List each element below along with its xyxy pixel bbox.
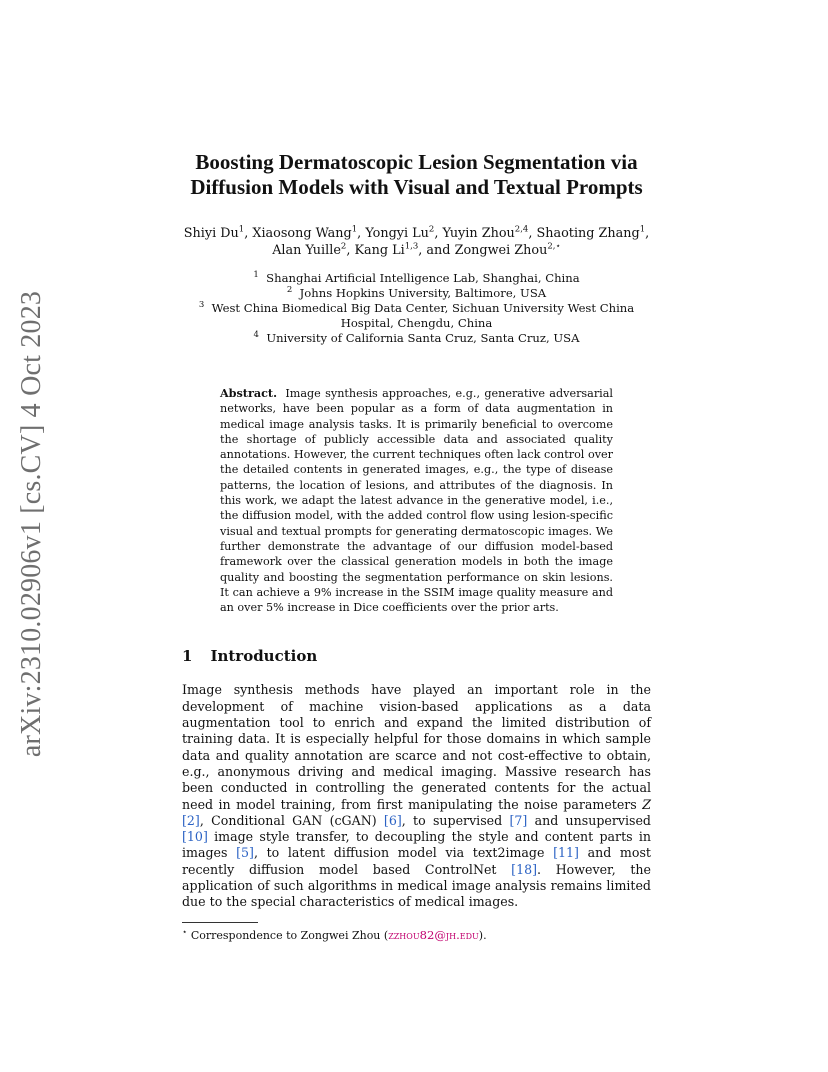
abstract — [220, 386, 613, 615]
paper-page — [182, 150, 651, 943]
author: Kang Li$^{1,3}$ — [354, 241, 419, 258]
section-number: 1 — [182, 647, 193, 666]
author: Shiyi Du$^1$ — [183, 224, 245, 241]
author: Xiaosong Wang$^1$ — [252, 224, 358, 241]
affiliation: $^3$ West China Biomedical Big Data Center, Sichuan University West China Hospital, Chengdu, China — [198, 300, 635, 330]
author: Yuyin Zhou$^{2,4}$ — [442, 224, 529, 241]
citation-link[interactable]: [10] — [182, 829, 208, 845]
author: Shaoting Zhang$^1$ — [536, 224, 646, 241]
footnote: ⋆ Correspondence to Zongwei Zhou (zzhou82@jh.edu). — [182, 926, 487, 942]
affiliation: $^2$ Johns Hopkins University, Baltimore, USA — [286, 285, 547, 300]
abstract-text: Image synthesis approaches, e.g., generative adversarial networks, have been popular as a form of data augmentation in medical image analysis tasks. It is primarily beneficial to overcome the shortage of publicly accessible data and associated quality annotations. However, the current techniques often lack control over the detailed contents in generated images, e.g., the type of disease patterns, the location of lesions, and attributes of the diagnosis. In this work, we adapt the latest advance in the generative model, i.e., the diffusion model, with the added control flow using lesion-specific visual and textual prompts for generating dermatoscopic images. We further demonstrate the advantage of our diffusion model-based framework over the classical generation models in both the image quality and boosting the segmentation performance on skin lesions. It can achieve a 9% increase in the SSIM image quality measure and an over 5% increase in Dice coefficients over the prior arts. — [220, 387, 613, 615]
section-heading — [182, 647, 651, 665]
citation-link[interactable]: [6] — [383, 812, 402, 828]
footnote-mark: ⋆ — [182, 926, 188, 937]
author-conjunction: and — [426, 243, 451, 258]
arxiv-stamp — [12, 290, 52, 758]
author: Zongwei Zhou$^{2,⋆}$ — [454, 241, 561, 258]
abstract-label: Abstract. — [220, 386, 277, 400]
author: Alan Yuille$^2$ — [272, 241, 347, 258]
email-link[interactable]: zzhou82@jh.edu — [388, 927, 479, 942]
citation-link[interactable]: [7] — [509, 812, 528, 828]
citation-link[interactable]: [18] — [511, 861, 538, 877]
section-title: Introduction — [210, 647, 318, 666]
arxiv-id-text: arXiv:2310.02906v1 [cs.CV] 4 Oct 2023 — [16, 290, 48, 758]
affiliation: $^1$ Shanghai Artificial Intelligence Lab, Shanghai, China — [253, 270, 580, 285]
paper-title: Boosting Dermatoscopic Lesion Segmentation via Diffusion Models with Visual and Textual Prompts — [190, 150, 643, 199]
affiliation: $^4$ University of California Santa Cruz, Santa Cruz, USA — [253, 330, 580, 345]
intro-paragraph: Image synthesis methods have played an important role in the development of machine vision-based applications as a data augmentation tool to enrich and expand the limited distribution of training data. It is especially helpful for those domains in which sample data and quality annotation are scarce and not cost-effective to obtain, e.g., anonymous driving and medical imaging. Massive research has been conducted in controlling the generated contents for the actual need in model training, from first manipulating the noise parameters Z [2], Conditional GAN (cGAN) [6], to supervised [7] and unsupervised [10] image style transfer, to decoupling the style and content parts in images [5], to latent diffusion model via text2image [11] and most recently diffusion model based ControlNet [18]. However, the application of such algorithms in medical image analysis remains limited due to the special characteristics of medical images. — [182, 682, 651, 910]
math-symbol: Z — [642, 796, 651, 812]
affiliation-list — [182, 271, 651, 346]
footnote-divider — [182, 922, 258, 923]
citation-link[interactable]: [11] — [553, 845, 579, 861]
citation-link[interactable]: [2] — [182, 812, 200, 828]
citation-link[interactable]: [5] — [236, 845, 254, 861]
author-list: Shiyi Du$^1$, Xiaosong Wang$^1$, Yongyi Lu$^2$, Yuyin Zhou$^{2,4}$, Shaoting Zhang$^1$, Alan Yuille$^2$, Kang Li$^{1,3}$, and Zongwei Zhou$^{2,⋆}$ — [183, 224, 650, 258]
author: Yongyi Lu$^2$ — [365, 224, 435, 241]
